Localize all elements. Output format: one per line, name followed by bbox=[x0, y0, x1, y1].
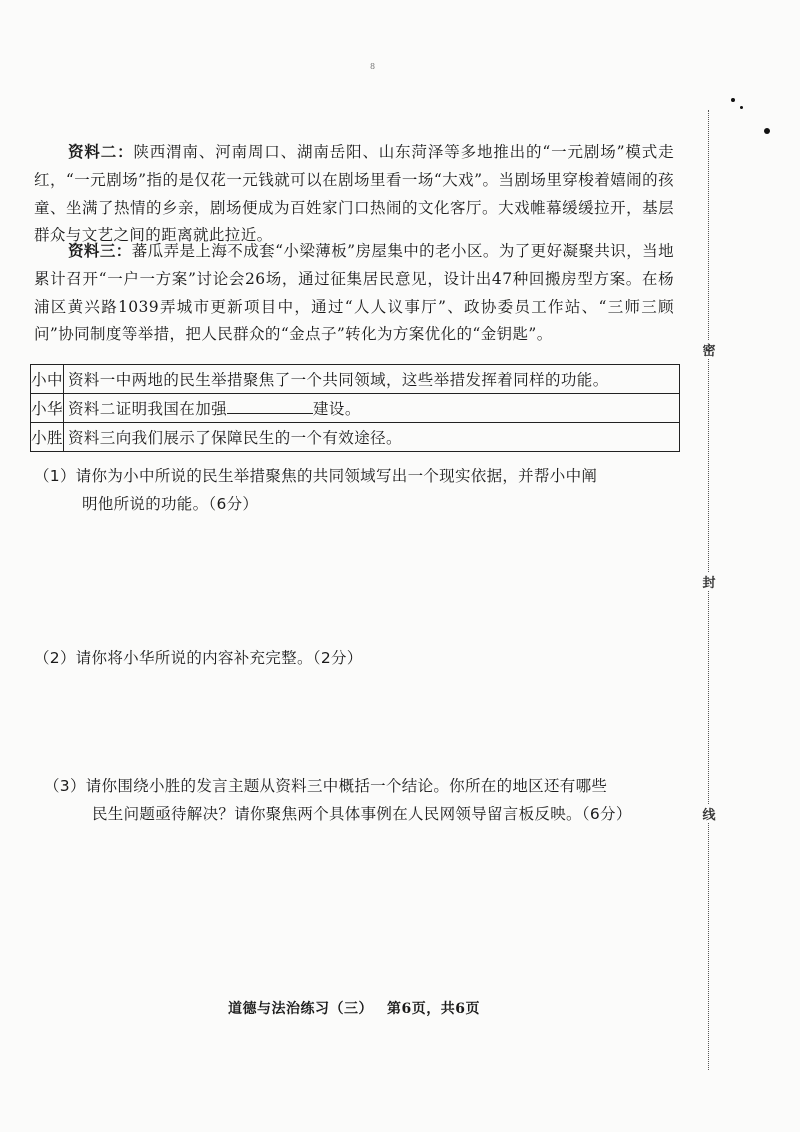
question-3-line-2: 民生问题亟待解决？请你聚焦两个具体事例在人民网领导留言板反映。（6分） bbox=[92, 805, 632, 823]
speaker-cell: 小胜 bbox=[31, 423, 64, 452]
speaker-cell: 小华 bbox=[31, 394, 64, 423]
speaker-cell: 小中 bbox=[31, 365, 64, 394]
opinion-cell: 资料一中两地的民生举措聚焦了一个共同领域，这些举措发挥着同样的功能。 bbox=[64, 365, 680, 394]
opinion-cell bbox=[64, 394, 680, 423]
question-2 bbox=[34, 644, 674, 672]
page-footer bbox=[228, 998, 494, 1018]
question-1 bbox=[34, 462, 674, 518]
material-2-text: 陕西渭南、河南周口、湖南岳阳、山东菏泽等多地推出的“一元剧场”模式走红，“一元剧场”指的是仅花一元钱就可以在剧场里看一场“大戏”。当剧场里穿梭着嬉闹的孩童、坐满了热情的乡亲，剧场便成为百姓家门口热闹的文化客厅。大戏帷幕缓缓拉开，基层群众与文艺之间的距离就此拉近。 bbox=[34, 143, 674, 245]
material-3-paragraph bbox=[34, 237, 674, 349]
scan-speck-2 bbox=[740, 106, 743, 109]
table-row bbox=[31, 365, 680, 394]
material-3-text: 蕃瓜弄是上海不成套“小梁薄板”房屋集中的老小区。为了更好凝聚共识，当地累计召开“一户一方案”讨论会26场，通过征集居民意见，设计出47种回搬房型方案。在杨浦区黄兴路1039弄城市更新项目中，通过“人人议事厅”、政协委员工作站、“三师三顾问”协同制度等举措，把人民群众的“金点子”转化为方案优化的“金钥匙”。 bbox=[34, 242, 674, 344]
material-3-lead: 资料三： bbox=[68, 241, 132, 260]
seal-char-mi: 密 bbox=[699, 340, 719, 359]
question-1-line-2: 明他所说的功能。（6分） bbox=[82, 495, 259, 513]
opinion-text-after-blank: 建设。 bbox=[313, 400, 361, 418]
opinion-cell: 资料三向我们展示了保障民生的一个有效途径。 bbox=[64, 423, 680, 452]
opinion-text-before-blank: 资料二证明我国在加强 bbox=[68, 400, 228, 418]
material-2-lead: 资料二： bbox=[68, 142, 134, 161]
fill-in-blank[interactable] bbox=[227, 397, 313, 414]
question-1-line-1: （1）请你为小中所说的民生举措聚焦的共同领域写出一个现实依据，并帮小中阐 bbox=[34, 467, 598, 485]
page-top-mark: 8 bbox=[370, 62, 376, 71]
scan-speck-3 bbox=[764, 128, 770, 134]
question-3-line-1: （3）请你围绕小胜的发言主题从资料三中概括一个结论。你所在的地区还有哪些 bbox=[44, 777, 608, 795]
scan-speck-1 bbox=[731, 98, 735, 102]
footer-page-number: 第6页，共6页 bbox=[387, 1001, 480, 1017]
seal-char-feng: 封 bbox=[699, 572, 719, 591]
table-row bbox=[31, 423, 680, 452]
seal-char-xian: 线 bbox=[699, 804, 719, 823]
table-row bbox=[31, 394, 680, 423]
material-2-paragraph bbox=[34, 138, 674, 250]
question-2-line-1: （2）请你将小华所说的内容补充完整。（2分） bbox=[34, 649, 363, 667]
opinions-table bbox=[30, 364, 680, 452]
footer-subject: 道德与法治练习（三） bbox=[228, 1001, 373, 1017]
question-3 bbox=[44, 772, 684, 828]
